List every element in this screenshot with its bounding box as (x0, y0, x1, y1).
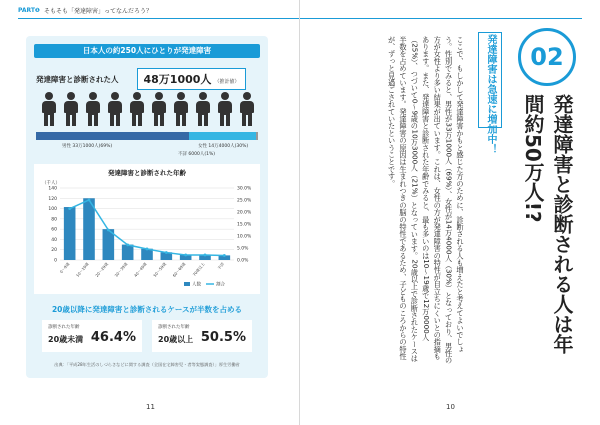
bar (64, 207, 76, 260)
legend-label-line: 割合 (216, 282, 225, 288)
male-segment (36, 132, 189, 140)
stat-row (34, 320, 260, 352)
body-paragraph-right: ここで、もしかして発達障害かもと感じた方のために、診断される人も増えたと考えてよいでしょう。性別でみると、男性が33万1000人（69%）、女性が14万4000人（30%）となっており、男性の方が女性より多い結果が出ています。これは、女性の方が発達障害の特性が目立ちにくいとの指摘もあります。また、発達障害と診断された年齢でみると、最も多いのは10〜19歳で12万0000人（25%）、つづいて0〜9歳の10万3000人（21%）となっています。20歳以上で診断されたケースは半数を占めています。発達障害の原因は生まれつきの脳の特性であるため、子どものころからの特性が、ずっと見過ごされていたということです。 (387, 36, 465, 365)
total-row (36, 68, 258, 90)
person-icon (150, 92, 168, 126)
line-point (204, 254, 207, 257)
summary-text: 20歳以降に発達障害と診断されるケースが半数を占める (51, 305, 243, 314)
unknown-caption: 不詳 6000人(1%) (178, 152, 216, 157)
total-box (137, 68, 247, 90)
page-number: 10 (446, 403, 455, 411)
y2-tick-label: 15.0% (237, 222, 252, 228)
stat-label: 20歳未満 (48, 335, 84, 344)
stat-caption: 診断された年齢 (48, 325, 80, 330)
section-badge (518, 28, 576, 86)
headline: 発達障害と診断される人は年間約50万人!? (521, 94, 574, 354)
y-unit-label: （千人） (42, 181, 60, 186)
right-page (300, 0, 600, 425)
body-text-right (318, 36, 466, 366)
source-note: 出典：「平成28年生活のしづらさなどに関する調査（全国在宅障害児・者等実態調査）」厚生労働省 (54, 362, 240, 367)
y-tick-label: 40 (51, 237, 57, 243)
male-caption: 男性 33万1000人(69%) (62, 144, 113, 149)
person-icon (62, 92, 80, 126)
line-point (184, 254, 187, 257)
y2-tick-label: 25.0% (237, 198, 252, 204)
part-label: PART❶ (18, 7, 41, 14)
person-icon (216, 92, 234, 126)
line-point (223, 254, 226, 257)
stat-caption: 診断された年齢 (158, 325, 190, 330)
page-number: 11 (146, 403, 155, 411)
x-tick-label: 不詳 (216, 261, 226, 271)
line-point (126, 243, 129, 246)
stat-card-under-20 (42, 320, 142, 352)
y2-tick-label: 5.0% (237, 246, 249, 252)
stat-card-over-20 (152, 320, 252, 352)
line-point (107, 229, 110, 232)
person-icon (40, 92, 58, 126)
female-segment (189, 132, 256, 140)
person-icon (84, 92, 102, 126)
y-tick-label: 100 (48, 207, 57, 213)
line-point (146, 248, 149, 251)
legend-swatch-bars (184, 282, 190, 286)
stat-value: 50.5% (200, 330, 246, 345)
y-tick-label: 140 (48, 186, 57, 192)
line-point (165, 251, 168, 254)
total-label: 発達障害と診断された人 (36, 74, 119, 84)
total-value: 48万1000人 (143, 73, 212, 86)
header-rule (18, 18, 299, 19)
person-icon (194, 92, 212, 126)
x-tick-label: 60〜69歳 (171, 261, 187, 278)
bar (122, 245, 134, 260)
section-number: 02 (530, 43, 564, 71)
chart-title: 発達障害と診断された年齢 (108, 169, 186, 177)
female-caption: 女性 14万4000人(30%) (198, 144, 249, 149)
catch-copy: 発達障害は急速に増加中！ (485, 34, 496, 154)
infographic-panel (26, 36, 268, 378)
x-tick-label: 10〜19歳 (74, 261, 90, 278)
header-rule (300, 18, 582, 19)
y-tick-label: 20 (51, 248, 57, 254)
y2-tick-label: 20.0% (237, 210, 252, 216)
person-icon (238, 92, 256, 126)
x-tick-label: 0〜9歳 (58, 261, 71, 275)
y2-tick-label: 30.0% (237, 186, 252, 192)
line-point (88, 199, 91, 202)
stat-value: 46.4% (90, 330, 136, 345)
stat-label: 20歳以上 (158, 335, 194, 344)
total-note: （推計値） (214, 79, 240, 85)
panel-title: 日本人の約250人にひとりが発達障害 (34, 44, 260, 58)
x-tick-label: 50〜59歳 (152, 261, 168, 278)
age-chart-svg (34, 164, 260, 294)
x-tick-label: 30〜39歳 (113, 261, 129, 278)
y-tick-label: 120 (48, 196, 57, 202)
person-icon (128, 92, 146, 126)
x-tick-label: 20〜29歳 (94, 261, 110, 278)
age-chart (34, 164, 260, 294)
people-icons (40, 92, 256, 126)
line-point (68, 207, 71, 210)
person-icon (106, 92, 124, 126)
y-tick-label: 60 (51, 227, 57, 233)
y-tick-label: 0 (54, 258, 57, 264)
y2-tick-label: 10.0% (237, 234, 252, 240)
y2-tick-label: 0.0% (237, 258, 249, 264)
unknown-segment (256, 132, 258, 140)
running-header (18, 6, 299, 15)
x-tick-label: 70歳以上 (191, 261, 206, 278)
y-tick-label: 80 (51, 217, 57, 223)
chapter-title: そもそも「発達障害」ってなんだろう？ (44, 8, 153, 15)
x-tick-label: 40〜49歳 (132, 261, 148, 278)
person-icon (172, 92, 190, 126)
legend-label-bars: 人数 (192, 282, 201, 288)
gender-split-bar (36, 132, 258, 140)
